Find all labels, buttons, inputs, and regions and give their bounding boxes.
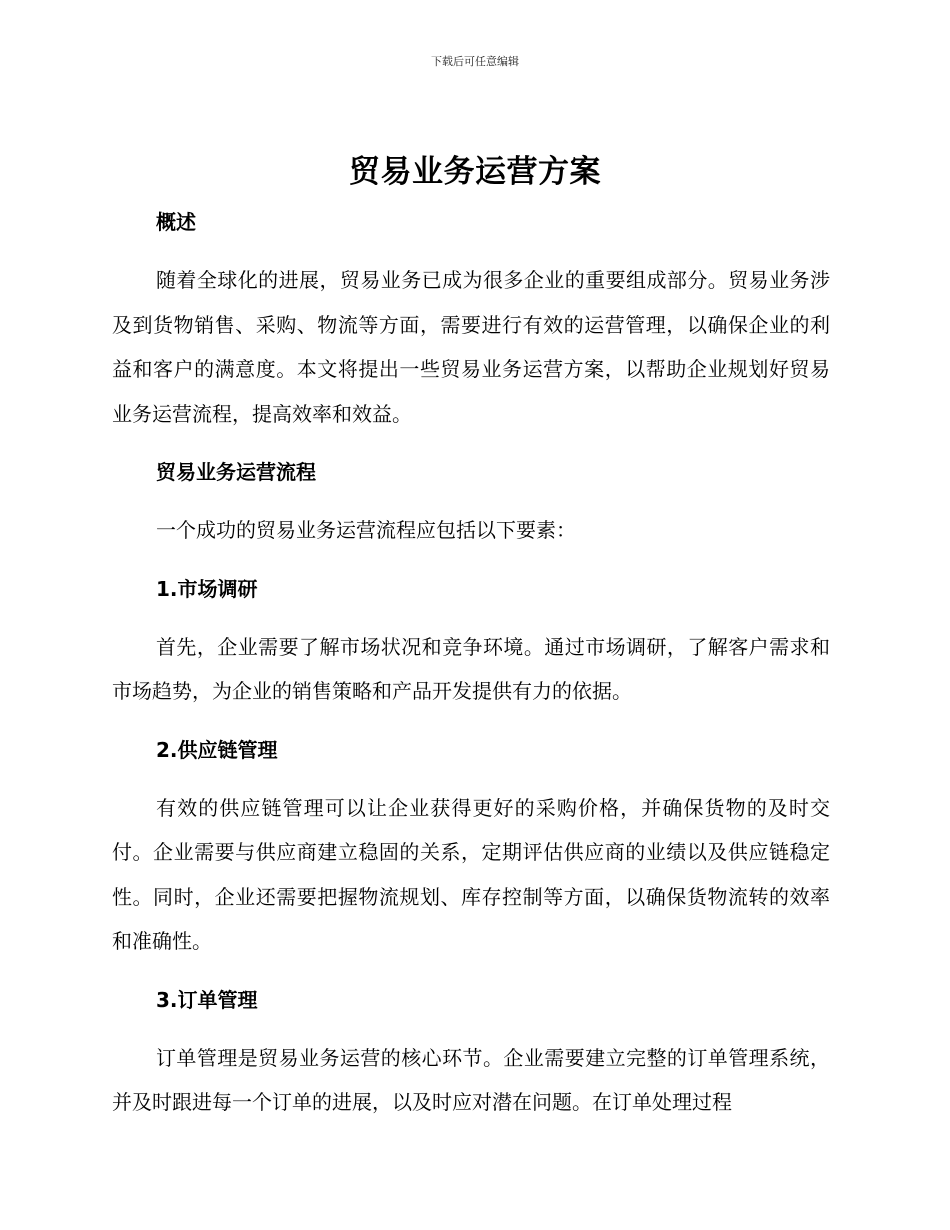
- paragraph-supply-chain: 有效的供应链管理可以让企业获得更好的采购价格，并确保货物的及时交付。企业需要与供应商建立稳固的关系，定期评估供应商的业绩以及供应链稳定性。同时，企业还需要把握物流规划、库存控制等方面，以确保货物流转的效率和准确性。: [112, 795, 830, 953]
- section-heading-overview: 概述: [156, 210, 196, 234]
- paragraph-process-intro: 一个成功的贸易业务运营流程应包括以下要素：: [156, 518, 576, 542]
- section-heading-market-research: 1.市场调研: [156, 576, 258, 601]
- paragraph-overview: 随着全球化的进展，贸易业务已成为很多企业的重要组成部分。贸易业务涉及到货物销售、采购、物流等方面，需要进行有效的运营管理，以确保企业的利益和客户的满意度。本文将提出一些贸易业务运营方案，以帮助企业规划好贸易业务运营流程，提高效率和效益。: [112, 268, 830, 426]
- section-heading-process: 贸易业务运营流程: [156, 460, 316, 484]
- paragraph-order-management: 订单管理是贸易业务运营的核心环节。企业需要建立完整的订单管理系统，并及时跟进每一个订单的进展，以及时应对潜在问题。在订单处理过程: [112, 1045, 830, 1114]
- section-heading-order-management: 3.订单管理: [156, 987, 258, 1012]
- paragraph-market-research: 首先，企业需要了解市场状况和竞争环境。通过市场调研，了解客户需求和市场趋势，为企业的销售策略和产品开发提供有力的依据。: [112, 634, 830, 703]
- document-title: 贸易业务运营方案: [349, 154, 601, 190]
- document-body: [112, 200, 830, 1139]
- section-heading-supply-chain: 2.供应链管理: [156, 737, 278, 762]
- header-note: 下载后可任意编辑: [431, 55, 519, 68]
